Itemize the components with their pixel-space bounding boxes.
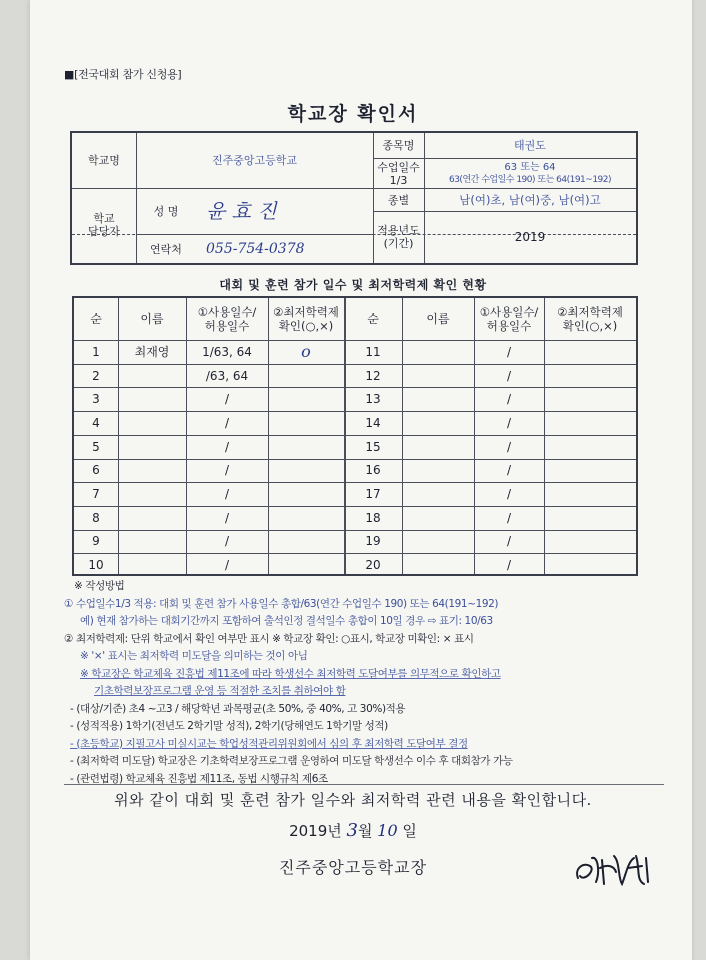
row-number: 10 [88,558,104,573]
row-name [118,435,186,459]
row-academic-check [268,435,344,459]
row-number: 17 [365,487,381,502]
note-line: - (최저학력 미도달) 학교장은 기초학력보장프로그램 운영하여 미도달 학생선수 이수 후 대회참가 가능 [70,755,513,767]
participation-table [72,296,638,576]
row-academic-check [544,364,636,388]
row-number: 12 [365,368,381,383]
row-days-used: / [506,392,512,407]
document-title: 학교장 확인서 [287,103,419,125]
note-line: 기초학력보장프로그램 운영 등 적절한 조치를 취하여야 함 [94,685,346,697]
school-value: 진주중앙고등학교 [211,154,297,167]
row-name [402,459,474,483]
note-line: - (관련법령) 학교체육 진흥법 제11조, 동법 시행규칙 제6조 [70,772,328,785]
row-name [118,506,186,530]
header-academic-line2: 확인(○,×) [562,319,618,333]
row-name [402,553,474,577]
header-days-line2: 허용일수 [486,319,532,333]
header-days-line2: 허용일수 [204,319,250,333]
row-name [402,364,474,388]
header-academic-line2: 확인(○,×) [278,319,334,333]
info-table [70,131,638,265]
row-number: 9 [92,534,100,549]
row-number: 5 [92,439,100,454]
row-number: 1 [92,344,100,359]
name-value: 윤 효 진 [206,199,277,223]
row-academic-check [268,553,344,577]
row-name [402,411,474,435]
row-academic-check [268,411,344,435]
note-line: ※ 학교장은 학교체육 진흥법 제11조에 따라 학생선수 최저학력 도달여부를 의무적으로 확인하고 [80,667,501,680]
row-name [118,482,186,506]
date-month: 3 [346,820,358,841]
header-no: 순 [367,312,379,326]
form-type-tag: ■[전국대회 참가 신청용] [64,68,182,81]
note-line: 예) 현재 참가하는 대회기간까지 포함하여 출석인정 결석일수 총합이 10일 경우 ⇨ 표기: 10/63 [80,615,493,627]
year-value: 2019 [514,229,546,244]
header-days [186,298,268,340]
row-name [118,553,186,577]
date-month-unit: 월 [357,822,373,840]
row-number: 19 [365,534,381,549]
row-number: 11 [365,344,381,359]
row-academic-check [268,364,344,388]
date-day-unit: 일 [402,822,417,840]
row-academic-check [544,553,636,577]
row-days-used: 1/63, 64 [202,344,252,359]
row-academic-check [268,482,344,506]
row-number: 14 [365,415,381,430]
row-academic-check [544,459,636,483]
row-academic-check [268,530,344,554]
gender-label: 종별 [387,193,410,207]
gender-value: 남(여)초, 남(여)중, 남(여)고 [459,192,601,207]
header-academic-line1: ②최저학력제 [273,305,339,319]
principal-title: 진주중앙고등학교장 [278,858,428,877]
row-name [402,482,474,506]
row-name [402,387,474,411]
row-days-used: / [224,558,230,573]
row-academic-check [544,411,636,435]
days-value [424,159,636,188]
row-number: 7 [92,487,100,502]
row-number: 16 [365,463,381,478]
row-days-used: / [224,487,230,502]
row-days-used: / [224,439,230,454]
note-line: - (성적적용) 1학기(전년도 2학기말 성적), 2학기(당해연도 1학기말 성적) [70,720,388,732]
row-days-used: / [224,463,230,478]
year-label [373,212,424,262]
contact-value: 055-754-0378 [206,240,305,257]
row-name [118,411,186,435]
row-days-used: / [506,439,512,454]
row-days-used: / [506,534,512,549]
row-days-used: / [506,463,512,478]
sport-label: 종목명 [382,139,415,152]
note-line: ② 최저학력제: 단위 학교에서 확인 여부만 표시 ※ 학교장 확인: ○표시, 학교장 미확인: × 표시 [64,632,474,645]
days-label-line2: 1/3 [389,173,408,187]
year-label-line1: 적용년도 [377,224,420,237]
days-label-line1: 수업일수 [377,160,420,174]
header-name: 이름 [426,312,450,326]
header-days [474,298,544,340]
header-name: 이름 [140,312,164,326]
row-number: 20 [365,558,381,573]
principal-signature [570,838,660,894]
sport-value: 태권도 [514,139,546,152]
row-days-used: / [506,510,512,525]
header-no: 순 [90,312,102,326]
row-name [402,530,474,554]
row-academic-check [544,482,636,506]
date-year: 2019년 [289,822,342,840]
row-number: 15 [365,439,381,454]
row-days-used: / [224,534,230,549]
row-name [402,340,474,364]
row-days-used: / [506,558,512,573]
days-value-line1: 63 또는 64 [504,161,556,173]
days-value-line2: 63(연간 수업일수 190) 또는 64(191~192) [448,174,612,185]
row-number: 2 [92,368,100,383]
row-name [118,459,186,483]
row-academic-check [544,340,636,364]
row-academic-check [268,387,344,411]
name-label: 성 명 [153,205,179,218]
notes-divider [64,784,664,785]
row-name [402,506,474,530]
row-name [118,530,186,554]
row-academic-check [544,506,636,530]
row-number: 18 [365,510,381,525]
row-days-used: / [506,487,512,502]
header-academic [544,298,636,340]
row-name [118,387,186,411]
row-academic-check [544,387,636,411]
row-days-used: / [506,415,512,430]
row-days-used: /63, 64 [205,368,249,383]
date-day: 10 [377,821,398,840]
row-academic-check [268,459,344,483]
person-label-line1: 학교 [93,212,115,225]
days-label [373,159,424,188]
header-academic [268,298,344,340]
person-label-line2: 담당자 [88,225,120,238]
note-line: ① 수업일수1/3 적용: 대회 및 훈련 참가 사용일수 총합/63(연간 수업일수 190) 또는 64(191~192) [64,597,499,610]
row-days-used: / [224,415,230,430]
school-label: 학교명 [88,154,120,167]
person-label [72,189,136,261]
note-line: ※ '×' 표시는 최저학력 미도달을 의미하는 것이 아님 [80,650,308,662]
row-academic-check [544,530,636,554]
note-line: - (초등학교) 지필고사 미실시교는 학업성적관리위원회에서 심의 후 최저학력 도달여부 결정 [70,737,468,750]
row-academic-check [268,506,344,530]
row-days-used: / [224,392,230,407]
row-days-used: / [506,344,512,359]
header-days-line1: ①사용일수/ [479,305,539,319]
header-academic-line1: ②최저학력제 [557,305,623,319]
row-days-used: / [506,368,512,383]
row-number: 3 [92,392,100,407]
section-title: 대회 및 훈련 참가 일수 및 최저학력제 확인 현황 [219,278,487,292]
year-label-line2: (기간) [383,237,414,250]
row-number: 6 [92,463,100,478]
row-number: 4 [92,415,100,430]
note-line: - (대상/기준) 초4 ~고3 / 해당학년 과목평균(초 50%, 중 40%, 고 30%)적용 [70,702,406,715]
row-name [402,435,474,459]
instructions [64,578,684,788]
row-name: 최재영 [134,344,170,359]
contact-label: 연락처 [150,242,182,256]
note-line: ※ 작성방법 [74,580,125,592]
row-days-used: / [224,510,230,525]
row-academic-check: o [301,341,311,361]
row-number: 8 [92,510,100,525]
row-number: 13 [365,392,381,407]
confirmation-text: 위와 같이 대회 및 훈련 참가 일수와 최저학력 관련 내용을 확인합니다. [114,791,592,809]
row-name [118,364,186,388]
header-days-line1: ①사용일수/ [197,305,257,319]
row-academic-check [544,435,636,459]
